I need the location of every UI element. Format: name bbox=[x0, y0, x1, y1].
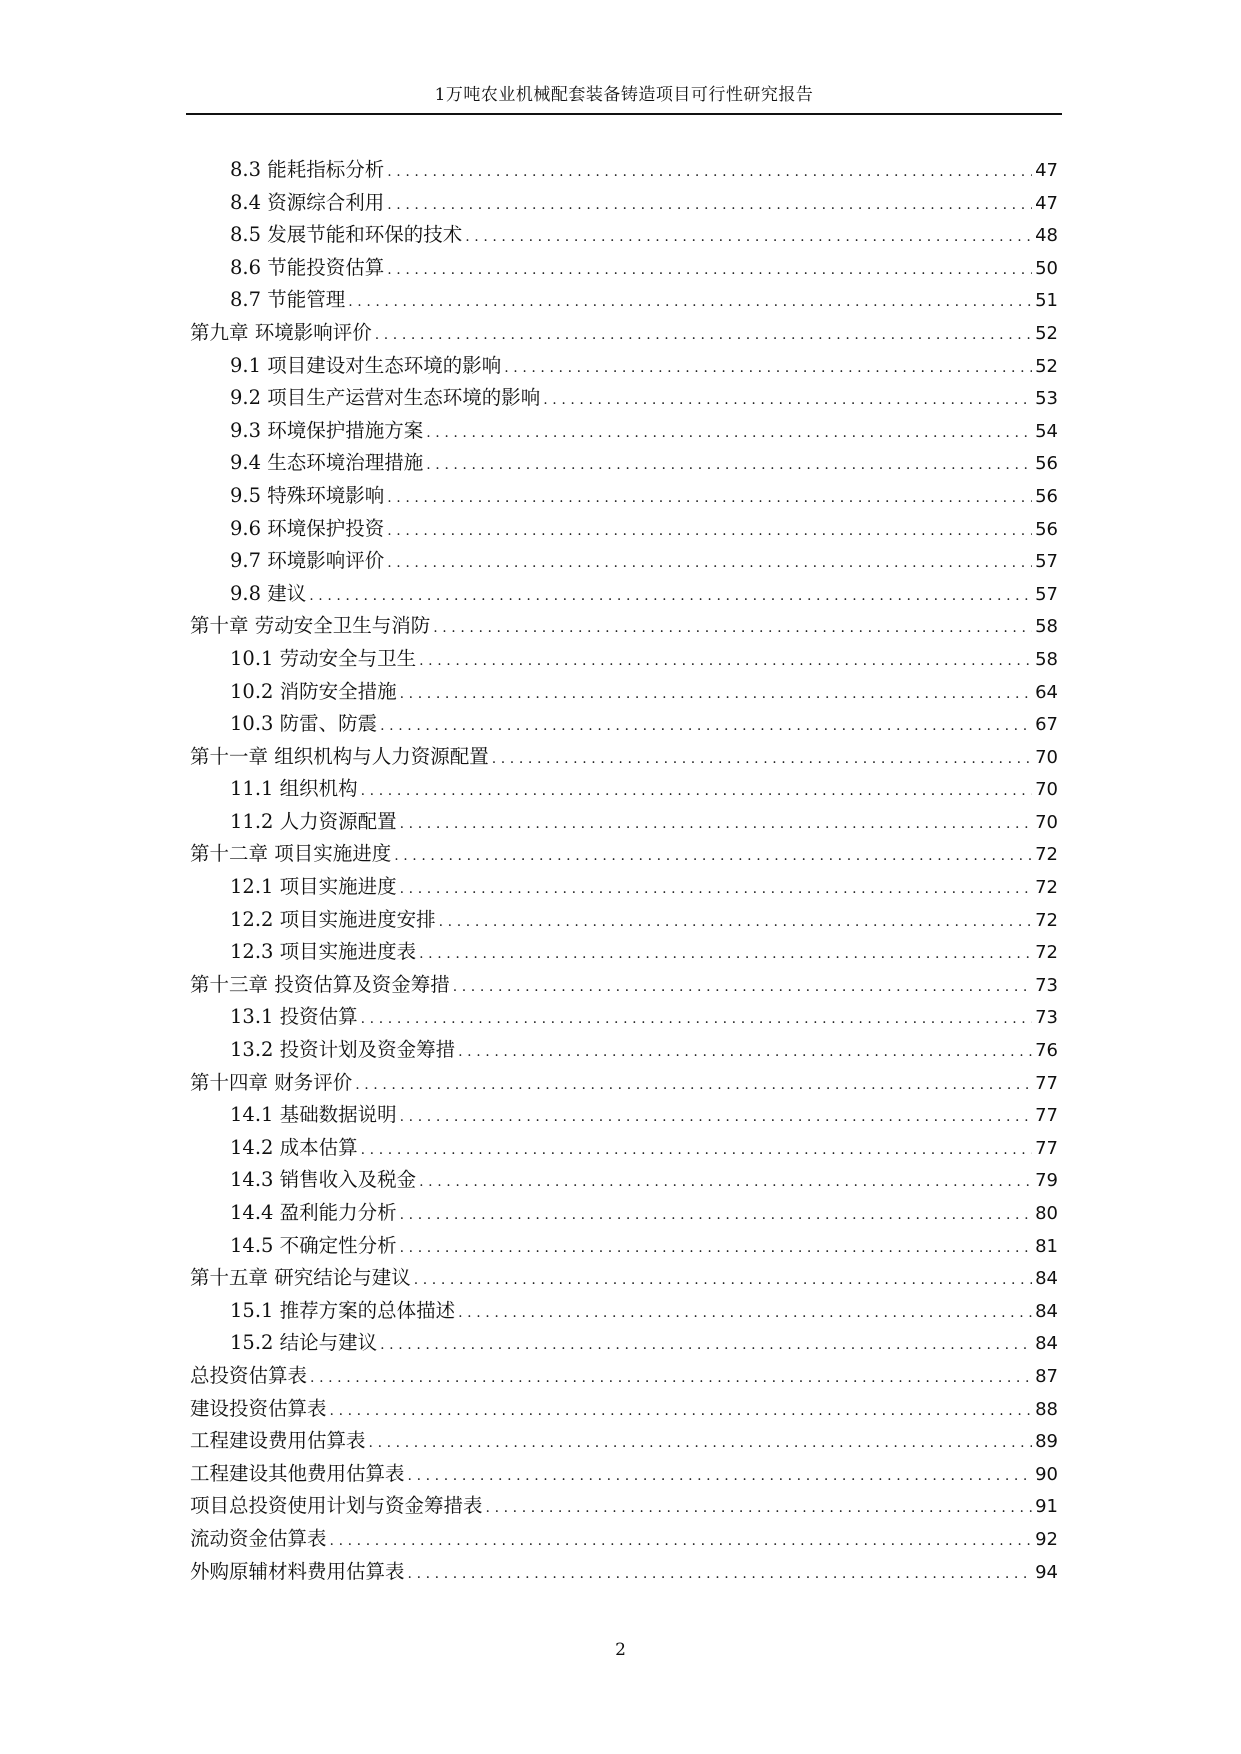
toc-dot-leader bbox=[439, 906, 1032, 939]
toc-entry-label: 外购原辅材料费用估算表 bbox=[190, 1559, 405, 1583]
toc-dot-leader bbox=[400, 1232, 1032, 1265]
toc-entry-page: 77 bbox=[1035, 1105, 1058, 1127]
toc-dot-leader bbox=[492, 743, 1032, 776]
toc-entry-label: 第十一章 组织机构与人力资源配置 bbox=[190, 744, 489, 768]
toc-entry-label: 第十四章 财务评价 bbox=[190, 1070, 353, 1094]
toc-entry-label: 流动资金估算表 bbox=[190, 1526, 327, 1550]
toc-dot-leader bbox=[387, 254, 1032, 287]
toc-entry-page: 77 bbox=[1035, 1072, 1058, 1094]
toc-entry-label: 9.6 环境保护投资 bbox=[230, 516, 385, 540]
toc-entry-label: 10.2 消防安全措施 bbox=[230, 679, 397, 703]
toc-dot-leader bbox=[400, 678, 1032, 711]
toc-section-entry[interactable] bbox=[190, 513, 1058, 546]
toc-dot-leader bbox=[465, 221, 1032, 254]
toc-chapter-entry[interactable] bbox=[190, 1458, 1058, 1491]
toc-entry-page: 72 bbox=[1035, 877, 1058, 899]
toc-entry-page: 72 bbox=[1035, 844, 1058, 866]
toc-entry-page: 70 bbox=[1035, 811, 1058, 833]
toc-chapter-entry[interactable] bbox=[190, 317, 1058, 350]
toc-entry-page: 90 bbox=[1035, 1463, 1058, 1485]
toc-dot-leader bbox=[348, 286, 1032, 319]
toc-section-entry[interactable] bbox=[190, 1230, 1058, 1263]
toc-chapter-entry[interactable] bbox=[190, 1360, 1058, 1393]
toc-entry-page: 67 bbox=[1035, 714, 1058, 736]
toc-entry-page: 58 bbox=[1035, 616, 1058, 638]
toc-section-entry[interactable] bbox=[190, 382, 1058, 415]
toc-entry-page: 84 bbox=[1035, 1300, 1058, 1322]
toc-chapter-entry[interactable] bbox=[190, 1425, 1058, 1458]
toc-entry-label: 第十三章 投资估算及资金筹措 bbox=[190, 972, 450, 996]
toc-entry-label: 8.5 发展节能和环保的技术 bbox=[230, 223, 463, 247]
toc-entry-label: 第十章 劳动安全卫生与消防 bbox=[190, 614, 431, 638]
toc-section-entry[interactable] bbox=[190, 480, 1058, 513]
toc-entry-page: 81 bbox=[1035, 1235, 1058, 1257]
toc-entry-label: 14.2 成本估算 bbox=[230, 1135, 358, 1159]
toc-dot-leader bbox=[387, 156, 1032, 189]
toc-dot-leader bbox=[330, 1395, 1033, 1428]
toc-section-entry[interactable] bbox=[190, 643, 1058, 676]
toc-entry-page: 76 bbox=[1035, 1040, 1058, 1062]
toc-section-entry[interactable] bbox=[190, 187, 1058, 220]
toc-entry-label: 10.3 防雷、防震 bbox=[230, 712, 378, 736]
toc-entry-label: 14.5 不确定性分析 bbox=[230, 1233, 397, 1257]
toc-entry-label: 14.1 基础数据说明 bbox=[230, 1103, 397, 1127]
toc-dot-leader bbox=[433, 612, 1032, 645]
toc-dot-leader bbox=[394, 840, 1032, 873]
toc-entry-label: 8.6 节能投资估算 bbox=[230, 255, 385, 279]
toc-entry-label: 工程建设费用估算表 bbox=[190, 1429, 366, 1453]
toc-entry-label: 9.3 环境保护措施方案 bbox=[230, 418, 424, 442]
toc-entry-page: 58 bbox=[1035, 648, 1058, 670]
toc-dot-leader bbox=[380, 710, 1032, 743]
toc-chapter-entry[interactable] bbox=[190, 1067, 1058, 1100]
toc-dot-leader bbox=[387, 189, 1032, 222]
toc-section-entry[interactable] bbox=[190, 1327, 1058, 1360]
toc-entry-label: 总投资估算表 bbox=[190, 1363, 308, 1387]
toc-entry-label: 8.3 能耗指标分析 bbox=[230, 158, 385, 181]
toc-section-entry[interactable] bbox=[190, 1099, 1058, 1132]
toc-chapter-entry[interactable] bbox=[190, 1262, 1058, 1295]
toc-entry-page: 80 bbox=[1035, 1203, 1058, 1224]
toc-section-entry[interactable] bbox=[190, 806, 1058, 839]
toc-dot-leader bbox=[310, 1362, 1032, 1395]
toc-entry-page: 56 bbox=[1035, 453, 1058, 475]
toc-entry-page: 70 bbox=[1035, 746, 1058, 768]
toc-entry-page: 52 bbox=[1035, 322, 1058, 344]
toc-dot-leader bbox=[387, 547, 1032, 580]
toc-entry-page: 72 bbox=[1035, 942, 1058, 964]
toc-dot-leader bbox=[361, 1003, 1032, 1036]
toc-dot-leader bbox=[419, 645, 1032, 678]
toc-dot-leader bbox=[458, 1036, 1032, 1069]
toc-dot-leader bbox=[408, 1558, 1033, 1591]
toc-entry-page: 84 bbox=[1035, 1268, 1058, 1290]
toc-entry-label: 第十二章 项目实施进度 bbox=[190, 842, 392, 866]
running-header-title: 1万吨农业机械配套装备铸造项目可行性研究报告 bbox=[434, 85, 814, 105]
toc-section-entry[interactable] bbox=[190, 447, 1058, 480]
toc-entry-page: 56 bbox=[1035, 518, 1058, 540]
toc-entry-label: 8.4 资源综合利用 bbox=[230, 190, 385, 214]
toc-dot-leader bbox=[369, 1427, 1033, 1460]
toc-entry-page: 48 bbox=[1035, 225, 1058, 247]
toc-dot-leader bbox=[419, 1166, 1032, 1199]
toc-entry-label: 13.1 投资估算 bbox=[230, 1005, 358, 1029]
toc-dot-leader bbox=[400, 873, 1032, 906]
toc-entry-page: 70 bbox=[1035, 779, 1058, 801]
toc-entry-label: 第九章 环境影响评价 bbox=[190, 320, 372, 344]
toc-dot-leader bbox=[426, 417, 1032, 450]
toc-entry-page: 91 bbox=[1035, 1496, 1058, 1518]
toc-entry-page: 73 bbox=[1035, 974, 1058, 996]
toc-section-entry[interactable] bbox=[190, 415, 1058, 448]
toc-dot-leader bbox=[419, 938, 1032, 971]
toc-entry-page: 47 bbox=[1035, 192, 1058, 214]
toc-entry-label: 8.7 节能管理 bbox=[230, 288, 346, 312]
toc-chapter-entry[interactable] bbox=[190, 1523, 1058, 1556]
toc-section-entry[interactable] bbox=[190, 154, 1058, 187]
toc-entry-page: 84 bbox=[1035, 1333, 1058, 1355]
toc-dot-leader bbox=[400, 808, 1032, 841]
toc-chapter-entry[interactable] bbox=[190, 1490, 1058, 1523]
toc-entry-label: 9.5 特殊环境影响 bbox=[230, 483, 385, 507]
toc-dot-leader bbox=[458, 1297, 1032, 1330]
toc-section-entry[interactable] bbox=[190, 1197, 1058, 1230]
toc-dot-leader bbox=[486, 1492, 1033, 1525]
toc-entry-page: 87 bbox=[1035, 1365, 1058, 1387]
toc-dot-leader bbox=[400, 1101, 1032, 1134]
toc-entry-page: 47 bbox=[1035, 160, 1058, 181]
toc-section-entry[interactable] bbox=[190, 252, 1058, 285]
toc-section-entry[interactable] bbox=[190, 1132, 1058, 1165]
toc-dot-leader bbox=[543, 384, 1032, 417]
toc-dot-leader bbox=[309, 580, 1032, 613]
table-of-contents bbox=[190, 154, 1058, 1588]
toc-entry-label: 12.1 项目实施进度 bbox=[230, 875, 397, 899]
toc-section-entry[interactable] bbox=[190, 578, 1058, 611]
toc-dot-leader bbox=[408, 1460, 1033, 1493]
toc-section-entry[interactable] bbox=[190, 1034, 1058, 1067]
toc-section-entry[interactable] bbox=[190, 936, 1058, 969]
toc-entry-page: 77 bbox=[1035, 1137, 1058, 1159]
toc-entry-label: 11.1 组织机构 bbox=[230, 777, 358, 801]
toc-section-entry[interactable] bbox=[190, 284, 1058, 317]
toc-dot-leader bbox=[375, 319, 1032, 352]
toc-dot-leader bbox=[400, 1199, 1032, 1232]
toc-entry-label: 建设投资估算表 bbox=[190, 1396, 327, 1420]
toc-entry-label: 第十五章 研究结论与建议 bbox=[190, 1266, 411, 1290]
toc-entry-page: 94 bbox=[1035, 1561, 1058, 1583]
toc-chapter-entry[interactable] bbox=[190, 969, 1058, 1002]
toc-entry-page: 88 bbox=[1035, 1398, 1058, 1420]
toc-section-entry[interactable] bbox=[190, 1295, 1058, 1328]
toc-entry-page: 57 bbox=[1035, 551, 1058, 573]
toc-dot-leader bbox=[355, 1069, 1032, 1102]
toc-dot-leader bbox=[387, 515, 1032, 548]
toc-entry-label: 9.7 环境影响评价 bbox=[230, 549, 385, 573]
toc-chapter-entry[interactable] bbox=[190, 610, 1058, 643]
toc-entry-page: 72 bbox=[1035, 909, 1058, 931]
toc-dot-leader bbox=[330, 1525, 1033, 1558]
toc-section-entry[interactable] bbox=[190, 708, 1058, 741]
toc-entry-page: 79 bbox=[1035, 1170, 1058, 1192]
toc-chapter-entry[interactable] bbox=[190, 1556, 1058, 1589]
toc-entry-label: 15.2 结论与建议 bbox=[230, 1331, 378, 1355]
toc-entry-label: 14.4 盈利能力分析 bbox=[230, 1201, 397, 1224]
toc-section-entry[interactable] bbox=[190, 1164, 1058, 1197]
toc-chapter-entry[interactable] bbox=[190, 741, 1058, 774]
toc-entry-label: 12.3 项目实施进度表 bbox=[230, 940, 417, 964]
toc-entry-page: 56 bbox=[1035, 485, 1058, 507]
toc-entry-page: 53 bbox=[1035, 388, 1058, 410]
toc-entry-label: 14.3 销售收入及税金 bbox=[230, 1168, 417, 1192]
toc-entry-page: 50 bbox=[1035, 257, 1058, 279]
page-number: 2 bbox=[615, 1640, 626, 1660]
header-rule bbox=[186, 113, 1062, 115]
toc-entry-label: 项目总投资使用计划与资金筹措表 bbox=[190, 1494, 483, 1518]
toc-entry-page: 54 bbox=[1035, 420, 1058, 442]
toc-dot-leader bbox=[387, 482, 1032, 515]
toc-dot-leader bbox=[426, 449, 1032, 482]
toc-dot-leader bbox=[361, 1134, 1032, 1167]
toc-dot-leader bbox=[504, 352, 1032, 385]
toc-entry-label: 9.8 建议 bbox=[230, 581, 307, 605]
toc-section-entry[interactable] bbox=[190, 545, 1058, 578]
toc-entry-page: 51 bbox=[1035, 290, 1058, 312]
toc-dot-leader bbox=[414, 1264, 1032, 1297]
toc-entry-label: 11.2 人力资源配置 bbox=[230, 809, 397, 833]
toc-chapter-entry[interactable] bbox=[190, 1393, 1058, 1426]
toc-entry-label: 9.1 项目建设对生态环境的影响 bbox=[230, 353, 502, 377]
toc-chapter-entry[interactable] bbox=[190, 838, 1058, 871]
toc-entry-page: 57 bbox=[1035, 583, 1058, 605]
toc-section-entry[interactable] bbox=[190, 219, 1058, 252]
toc-dot-leader bbox=[453, 971, 1032, 1004]
toc-section-entry[interactable] bbox=[190, 350, 1058, 383]
toc-entry-label: 工程建设其他费用估算表 bbox=[190, 1461, 405, 1485]
toc-entry-label: 12.2 项目实施进度安排 bbox=[230, 907, 436, 931]
toc-entry-label: 15.1 推荐方案的总体描述 bbox=[230, 1298, 456, 1322]
toc-entry-page: 92 bbox=[1035, 1528, 1058, 1550]
toc-section-entry[interactable] bbox=[190, 871, 1058, 904]
toc-entry-page: 64 bbox=[1035, 681, 1058, 703]
toc-entry-page: 73 bbox=[1035, 1007, 1058, 1029]
toc-dot-leader bbox=[361, 775, 1032, 808]
toc-section-entry[interactable] bbox=[190, 773, 1058, 806]
toc-section-entry[interactable] bbox=[190, 676, 1058, 709]
toc-entry-label: 10.1 劳动安全与卫生 bbox=[230, 646, 417, 670]
toc-section-entry[interactable] bbox=[190, 1001, 1058, 1034]
toc-entry-page: 52 bbox=[1035, 355, 1058, 377]
toc-entry-label: 9.2 项目生产运营对生态环境的影响 bbox=[230, 386, 541, 410]
toc-section-entry[interactable] bbox=[190, 904, 1058, 937]
toc-entry-label: 13.2 投资计划及资金筹措 bbox=[230, 1038, 456, 1062]
toc-dot-leader bbox=[380, 1329, 1032, 1362]
toc-entry-label: 9.4 生态环境治理措施 bbox=[230, 451, 424, 475]
toc-entry-page: 89 bbox=[1035, 1431, 1058, 1453]
